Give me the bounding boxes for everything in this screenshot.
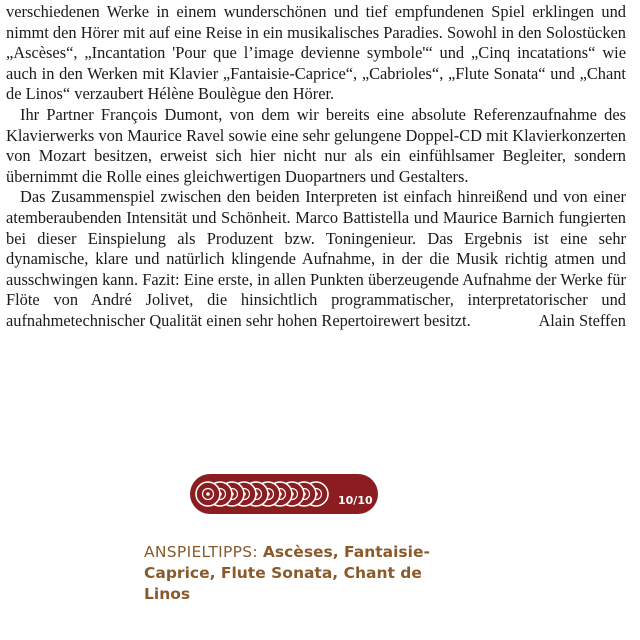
tips-label: ANSPIELTIPPS: bbox=[144, 543, 258, 561]
rating-badge bbox=[190, 474, 378, 514]
paragraph-1: verschiedenen Werke in einem wunderschönen und tief empfundenen Spiel erklingen und nimmt den Hörer mit auf eine Reise in ein musikalisches Paradies. Sowohl in den Solostücken „Ascèses“, „Incantation 'Pour que l’image devienne symbole'“ und „Cinq incatations“ wie auch in den Werken mit Klavier „Fantaisie-Caprice“, „Cabrioles“, „Flute Sonata“ und „Chant de Linos“ verzaubert Hélène Boulègue den Hörer. bbox=[6, 2, 626, 104]
paragraph-3: Das Zusammenspiel zwischen den beiden Interpreten ist einfach hinreißend und von einer atemberaubenden Intensität und Schönheit. Marco Battistella und Maurice Barnich fungierten bei dieser Einspielung als Produzent bzw. Toningenieur. Das Ergebnis ist eine sehr dynamische, klare und natürlich klingende Aufnahme, in der die Musik richtig atmen und ausschwingen kann. Fazit: Eine erste, in allen Punkten überzeugende Aufnahme der Werke für Flöte von André Jolivet, die hinsichtlich programmatischer, interpretatorischer und aufnahmetechnischer Qualität einen sehr hohen Repertoirewert besitzt. bbox=[6, 187, 626, 330]
tips-titles: Ascèses, Fantaisie-Caprice, Flute Sonata, Chant de Linos bbox=[144, 543, 430, 603]
article-body bbox=[6, 2, 626, 332]
rating-label: 10/10 bbox=[338, 494, 373, 507]
cd-rating-icons bbox=[190, 474, 378, 514]
cd-disc-icon bbox=[196, 482, 220, 506]
author-signature: Alain Steffen bbox=[538, 310, 626, 330]
listening-tips bbox=[144, 542, 464, 605]
paragraph-2: Ihr Partner François Dumont, von dem wir bereits eine absolute Referenzaufnahme des Klavierwerks von Maurice Ravel sowie eine sehr gelungene Doppel-CD mit Klavierkonzerten von Mozart besitzen, erweist sich hier nicht nur als ein einfühlsamer Begleiter, sondern übernimmt die Rolle eines gleichwertigen Duopartners und Gestalters. bbox=[6, 104, 626, 186]
